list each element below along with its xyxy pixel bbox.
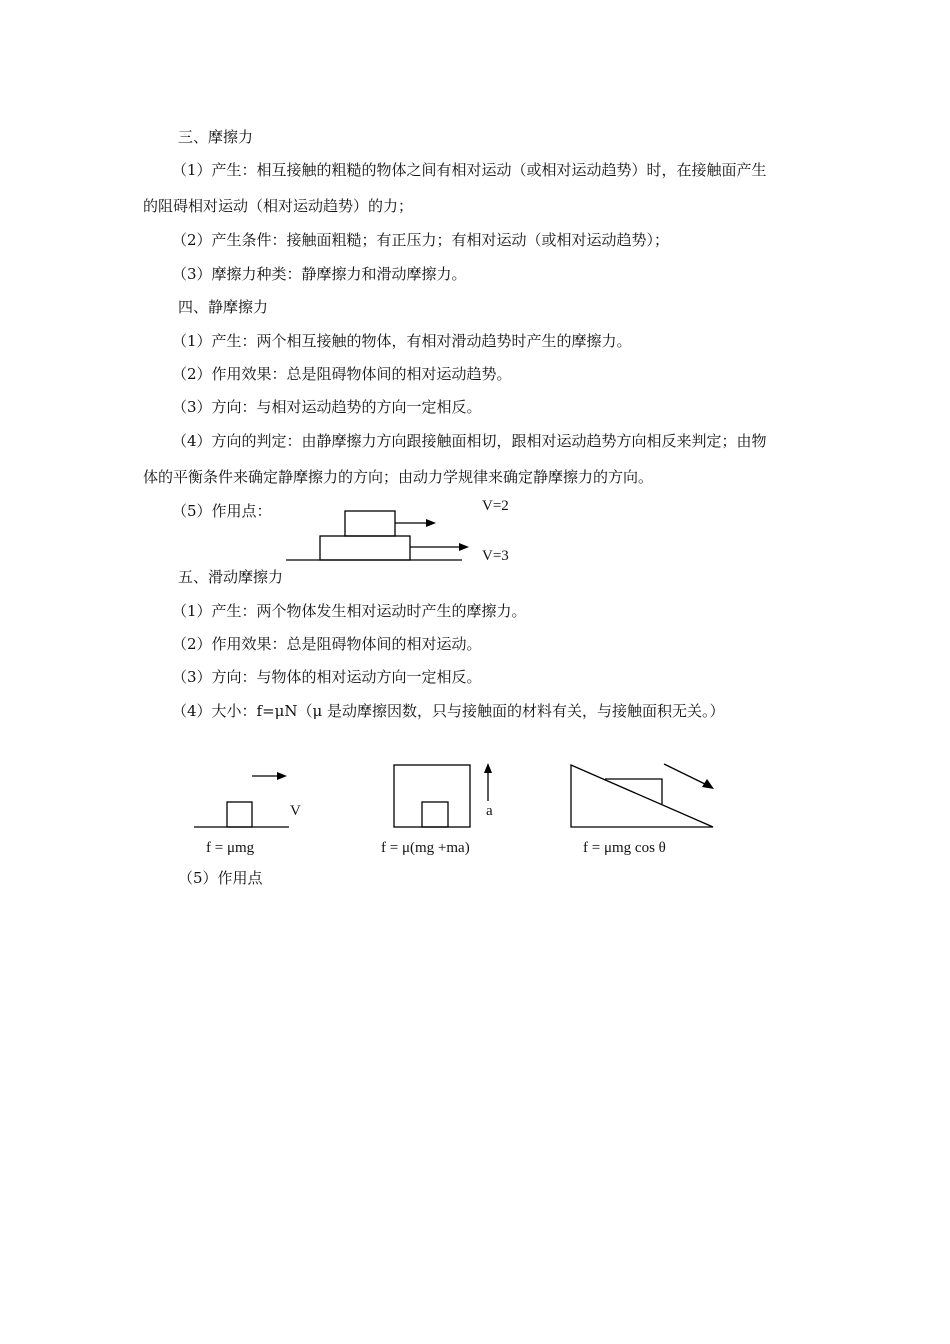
velocity-label: V bbox=[290, 803, 301, 819]
section3-para3: （3）摩擦力种类：静摩擦力和滑动摩擦力。 bbox=[172, 265, 467, 283]
block-on-ground-figure bbox=[190, 765, 300, 835]
section4-para5: （5）作用点： bbox=[172, 502, 272, 520]
top-velocity-label: V=2 bbox=[482, 498, 509, 514]
elevator-figure bbox=[385, 755, 505, 835]
top-velocity-arrowhead bbox=[426, 519, 436, 527]
section4-heading: 四、静摩擦力 bbox=[178, 298, 269, 316]
block bbox=[422, 802, 448, 827]
section4-para3: （3）方向：与相对运动趋势的方向一定相反。 bbox=[172, 398, 482, 416]
incline-triangle bbox=[571, 765, 713, 827]
top-block bbox=[345, 511, 395, 536]
section5-para4: （4）大小：f=μN（μ 是动摩擦因数，只与接触面的材料有关，与接触面积无关。） bbox=[172, 702, 725, 720]
block-on-incline bbox=[605, 779, 662, 804]
bottom-velocity-label: V=3 bbox=[482, 548, 509, 564]
acceleration-arrowhead bbox=[484, 763, 492, 773]
section5-para3: （3）方向：与物体的相对运动方向一定相反。 bbox=[172, 668, 482, 686]
section3-heading: 三、摩擦力 bbox=[178, 128, 254, 146]
section4-para4-line2: 体的平衡条件来确定静摩擦力的方向；由动力学规律来确定静摩擦力的方向。 bbox=[143, 468, 654, 486]
section5-para1: （1）产生：两个物体发生相对运动时产生的摩擦力。 bbox=[172, 602, 527, 620]
formula-flat: f = μmg bbox=[206, 840, 255, 856]
section4-para1: （1）产生：两个相互接触的物体，有相对滑动趋势时产生的摩擦力。 bbox=[172, 332, 632, 350]
section5-heading: 五、滑动摩擦力 bbox=[178, 568, 284, 586]
section3-para1-line2: 的阻碍相对运动（相对运动趋势）的力； bbox=[143, 197, 414, 215]
section3-para2: （2）产生条件：接触面粗糙；有正压力；有相对运动（或相对运动趋势）； bbox=[172, 231, 670, 249]
block bbox=[227, 802, 252, 827]
section4-para2: （2）作用效果：总是阻碍物体间的相对运动趋势。 bbox=[172, 365, 512, 383]
velocity-arrowhead bbox=[277, 772, 287, 780]
formula-incline: f = μmg cos θ bbox=[583, 840, 666, 856]
section4-para4-line1: （4）方向的判定：由静摩擦力方向跟接触面相切，跟相对运动趋势方向相反来判定；由物 bbox=[172, 432, 767, 450]
section5-para2: （2）作用效果：总是阻碍物体间的相对运动。 bbox=[172, 635, 482, 653]
bottom-velocity-arrowhead bbox=[459, 543, 469, 551]
section3-para1-line1: （1）产生：相互接触的粗糙的物体之间有相对运动（或相对运动趋势）时，在接触面产生 bbox=[172, 161, 767, 179]
formula-elevator: f = μ(mg +ma) bbox=[381, 840, 470, 856]
elevator-box bbox=[394, 765, 470, 827]
section5-para5: （5）作用点 bbox=[178, 869, 263, 887]
acceleration-label: a bbox=[486, 803, 493, 819]
bottom-block bbox=[320, 536, 410, 560]
incline-figure bbox=[565, 760, 725, 835]
stacked-blocks-figure bbox=[280, 505, 480, 565]
motion-arrow bbox=[664, 764, 707, 785]
